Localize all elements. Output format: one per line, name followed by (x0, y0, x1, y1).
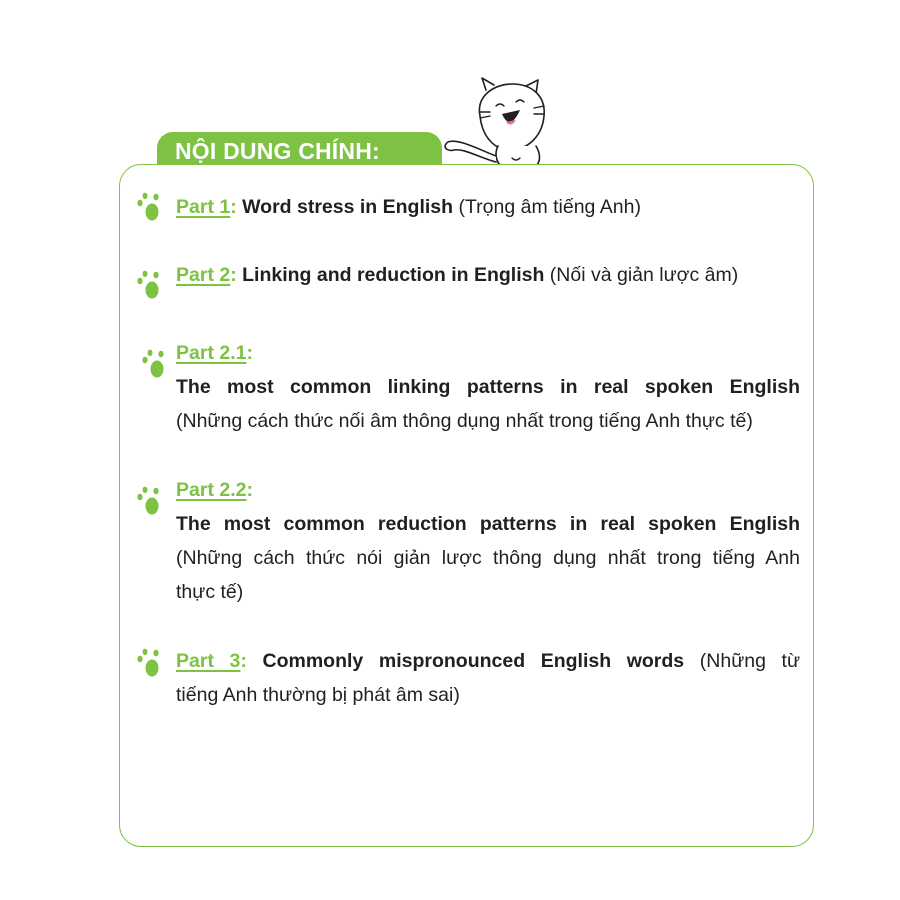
item-title: The most common reduction patterns in real spoken English (176, 513, 800, 535)
item-note-line-2: thực tế) (176, 581, 244, 603)
section-title: NỘI DUNG CHÍNH: (175, 138, 380, 164)
list-item-part-3: Part 3: Commonly mispronounced English words (Những từ tiếng Anh thường bị phát âm sai) (176, 644, 800, 712)
paw-print-icon (135, 270, 163, 300)
item-note: (Nối và giản lược âm) (549, 264, 739, 286)
item-note: (Những cách thức nối âm thông dụng nhất trong tiếng Anh thực tế) (176, 410, 753, 432)
paw-print-icon (135, 486, 163, 516)
list-item-part-2-1: Part 2.1: The most common linking patterns in real spoken English (Những cách thức nối âm thông dụng nhất trong tiếng Anh thực tế) (176, 336, 800, 438)
item-label: Part 2.2 (176, 479, 247, 501)
item-label: Part 3 (176, 650, 241, 672)
list-item-part-1: Part 1: Word stress in English (Trọng âm tiếng Anh) (176, 196, 641, 218)
item-note-line-2: tiếng Anh thường bị phát âm sai) (176, 684, 460, 706)
item-title: Commonly mispronounced English words (262, 650, 685, 672)
item-title: The most common linking patterns in real spoken English (176, 376, 800, 398)
item-label: Part 2 (176, 264, 231, 286)
cat-mascot-icon (440, 76, 560, 176)
item-title: Linking and reduction in English (242, 264, 545, 286)
item-note-line-1: (Những từ (699, 650, 801, 672)
list-item-part-2: Part 2: Linking and reduction in English (Nối và giản lược âm) (176, 264, 739, 286)
paw-print-icon (135, 192, 163, 222)
list-item-part-2-2: Part 2.2: The most common reduction patterns in real spoken English (Những cách thức nói giản lược thông dụng nhất trong tiếng Anh thực tế) (176, 473, 800, 609)
paw-print-icon (135, 648, 163, 678)
item-note: (Trọng âm tiếng Anh) (458, 196, 641, 218)
item-label: Part 1 (176, 196, 231, 218)
item-note-line-1: (Những cách thức nói giản lược thông dụng nhất trong tiếng Anh (176, 547, 800, 569)
item-title: Word stress in English (242, 196, 454, 218)
item-label: Part 2.1 (176, 342, 247, 364)
paw-print-icon (140, 349, 168, 379)
